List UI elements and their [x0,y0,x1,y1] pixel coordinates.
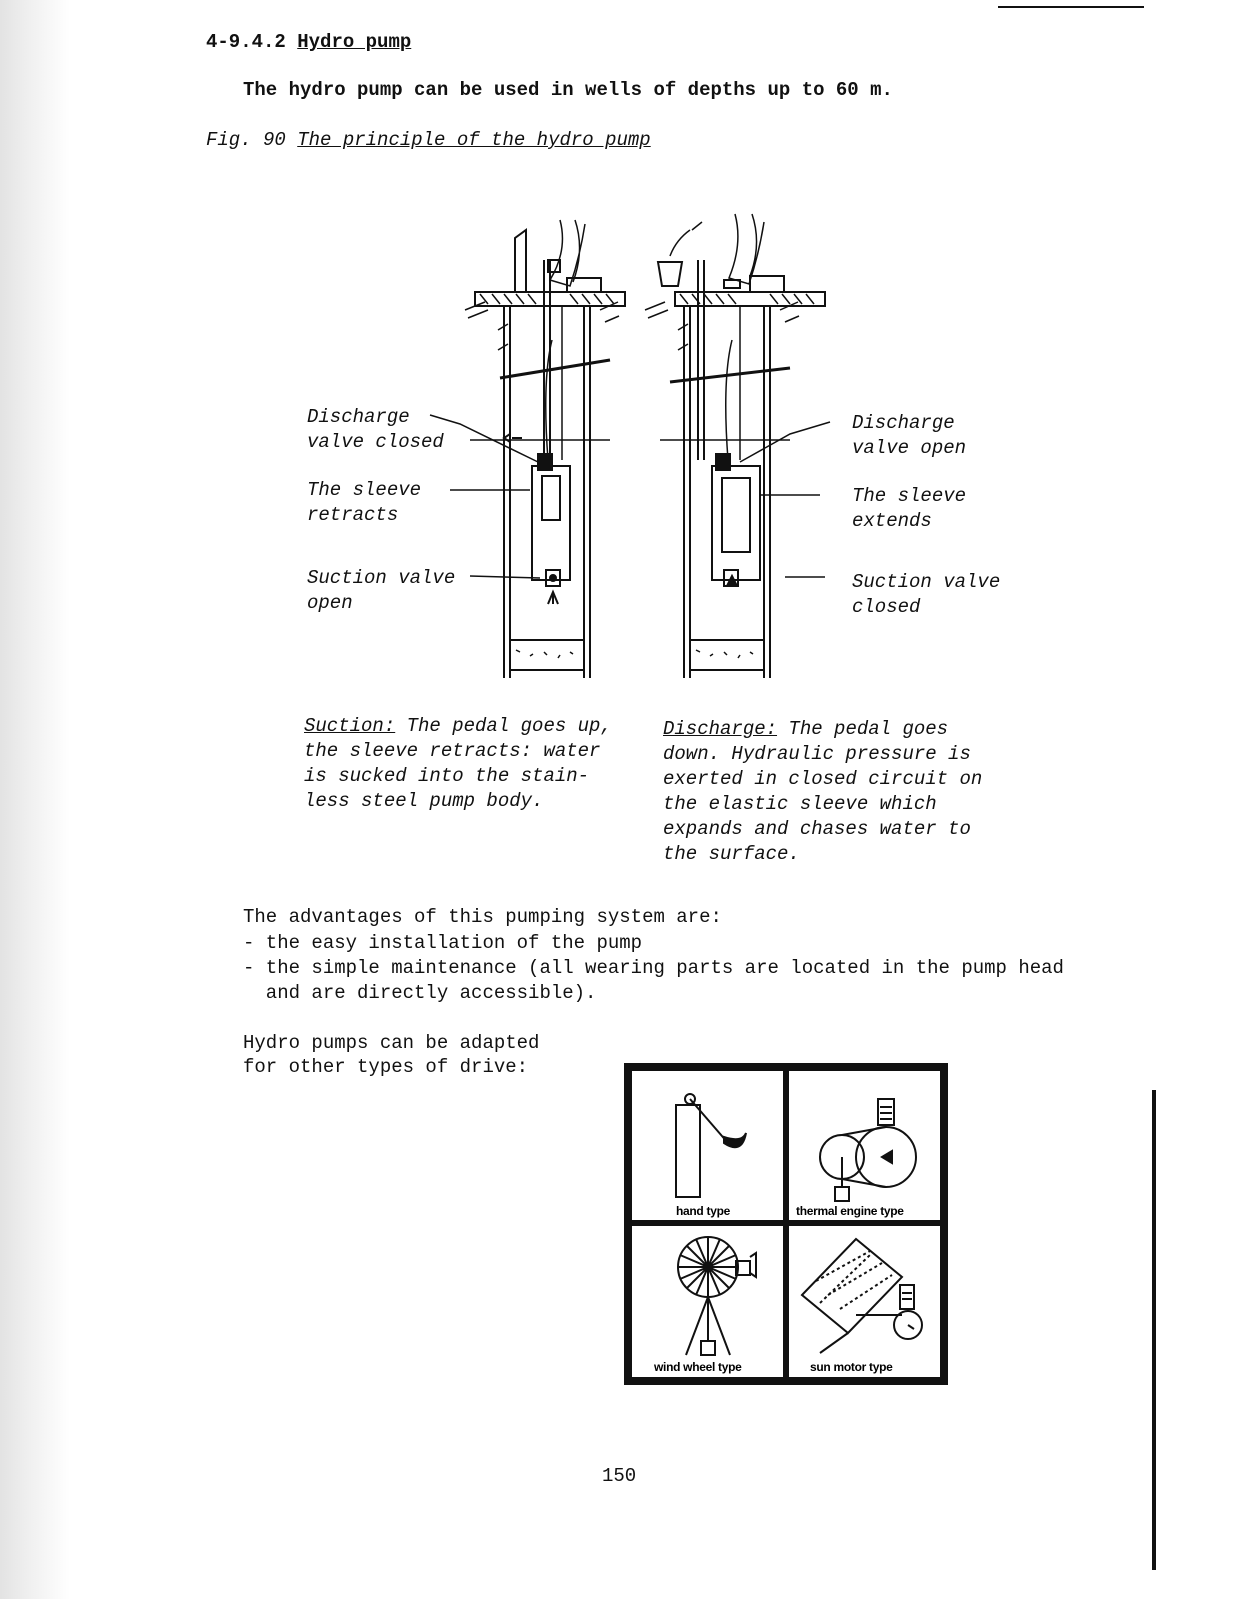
label-line: extends [852,510,932,532]
caption-term: Discharge: [663,718,778,740]
caption-line: expands and chases water to [663,818,971,840]
advantage-item: - the easy installation of the pump [243,932,643,954]
figure-caption-title [206,128,651,153]
caption-line: down. Hydraulic pressure is [663,743,971,765]
label-line: closed [852,596,921,618]
figure-label: Fig. 90 [206,129,286,151]
hand-type-label: hand type [676,1204,730,1218]
page-number: 150 [602,1465,637,1487]
thermal-engine-type-label: thermal engine type [796,1204,904,1218]
sun-motor-type-label: sun motor type [810,1360,893,1374]
caption-discharge [663,717,982,867]
label-discharge-closed [307,405,444,455]
hand-pump-icon [676,1094,746,1197]
caption-line: the elastic sleeve which [663,793,937,815]
label-suction-open [307,566,455,616]
right-pump-well [645,214,825,678]
label-line: retracts [307,504,399,526]
wind-wheel-type-label: wind wheel type [654,1360,742,1374]
drives-text-line: Hydro pumps can be adapted [243,1032,540,1054]
label-discharge-open [852,411,966,461]
caption-suction [304,714,612,814]
label-line: Suction valve [307,567,456,589]
label-line: The sleeve [852,485,967,507]
sun-motor-icon [802,1239,922,1353]
label-suction-closed [852,570,1000,620]
caption-line: The pedal goes [777,718,949,740]
scan-shadow [0,0,70,1599]
figure-title: The principle of the hydro pump [297,129,651,151]
top-rule [998,6,1144,8]
drives-text-line: for other types of drive: [243,1056,529,1078]
advantages-intro: The advantages of this pumping system are: [243,906,722,928]
caption-line: less steel pump body. [304,790,544,812]
label-line: The sleeve [307,479,422,501]
label-line: Discharge [852,412,955,434]
section-title: Hydro pump [297,31,412,53]
label-line: valve open [852,437,967,459]
hydro-pump-diagram [440,200,840,690]
thermal-engine-icon [820,1099,916,1201]
caption-line: exerted in closed circuit on [663,768,983,790]
label-sleeve-retracts [307,478,421,528]
caption-line: the surface. [663,843,800,865]
label-sleeve-extends [852,484,966,534]
drive-types-grid [624,1063,948,1385]
label-line: open [307,592,353,614]
label-line: valve closed [307,431,444,453]
caption-line: The pedal goes up, [395,715,612,737]
margin-bar [1152,1090,1156,1570]
caption-term: Suction: [304,715,396,737]
wind-wheel-icon [678,1237,756,1355]
caption-line: is sucked into the stain- [304,765,590,787]
advantage-item: and are directly accessible). [243,982,597,1004]
section-heading [206,30,411,55]
caption-line: the sleeve retracts: water [304,740,601,762]
label-line: Suction valve [852,571,1001,593]
section-number: 4-9.4.2 [206,31,286,53]
label-line: Discharge [307,406,410,428]
left-pump-well [465,220,625,678]
advantage-item: - the simple maintenance (all wearing parts are located in the pump head [243,957,1064,979]
intro-text: The hydro pump can be used in wells of depths up to 60 m. [243,79,893,101]
